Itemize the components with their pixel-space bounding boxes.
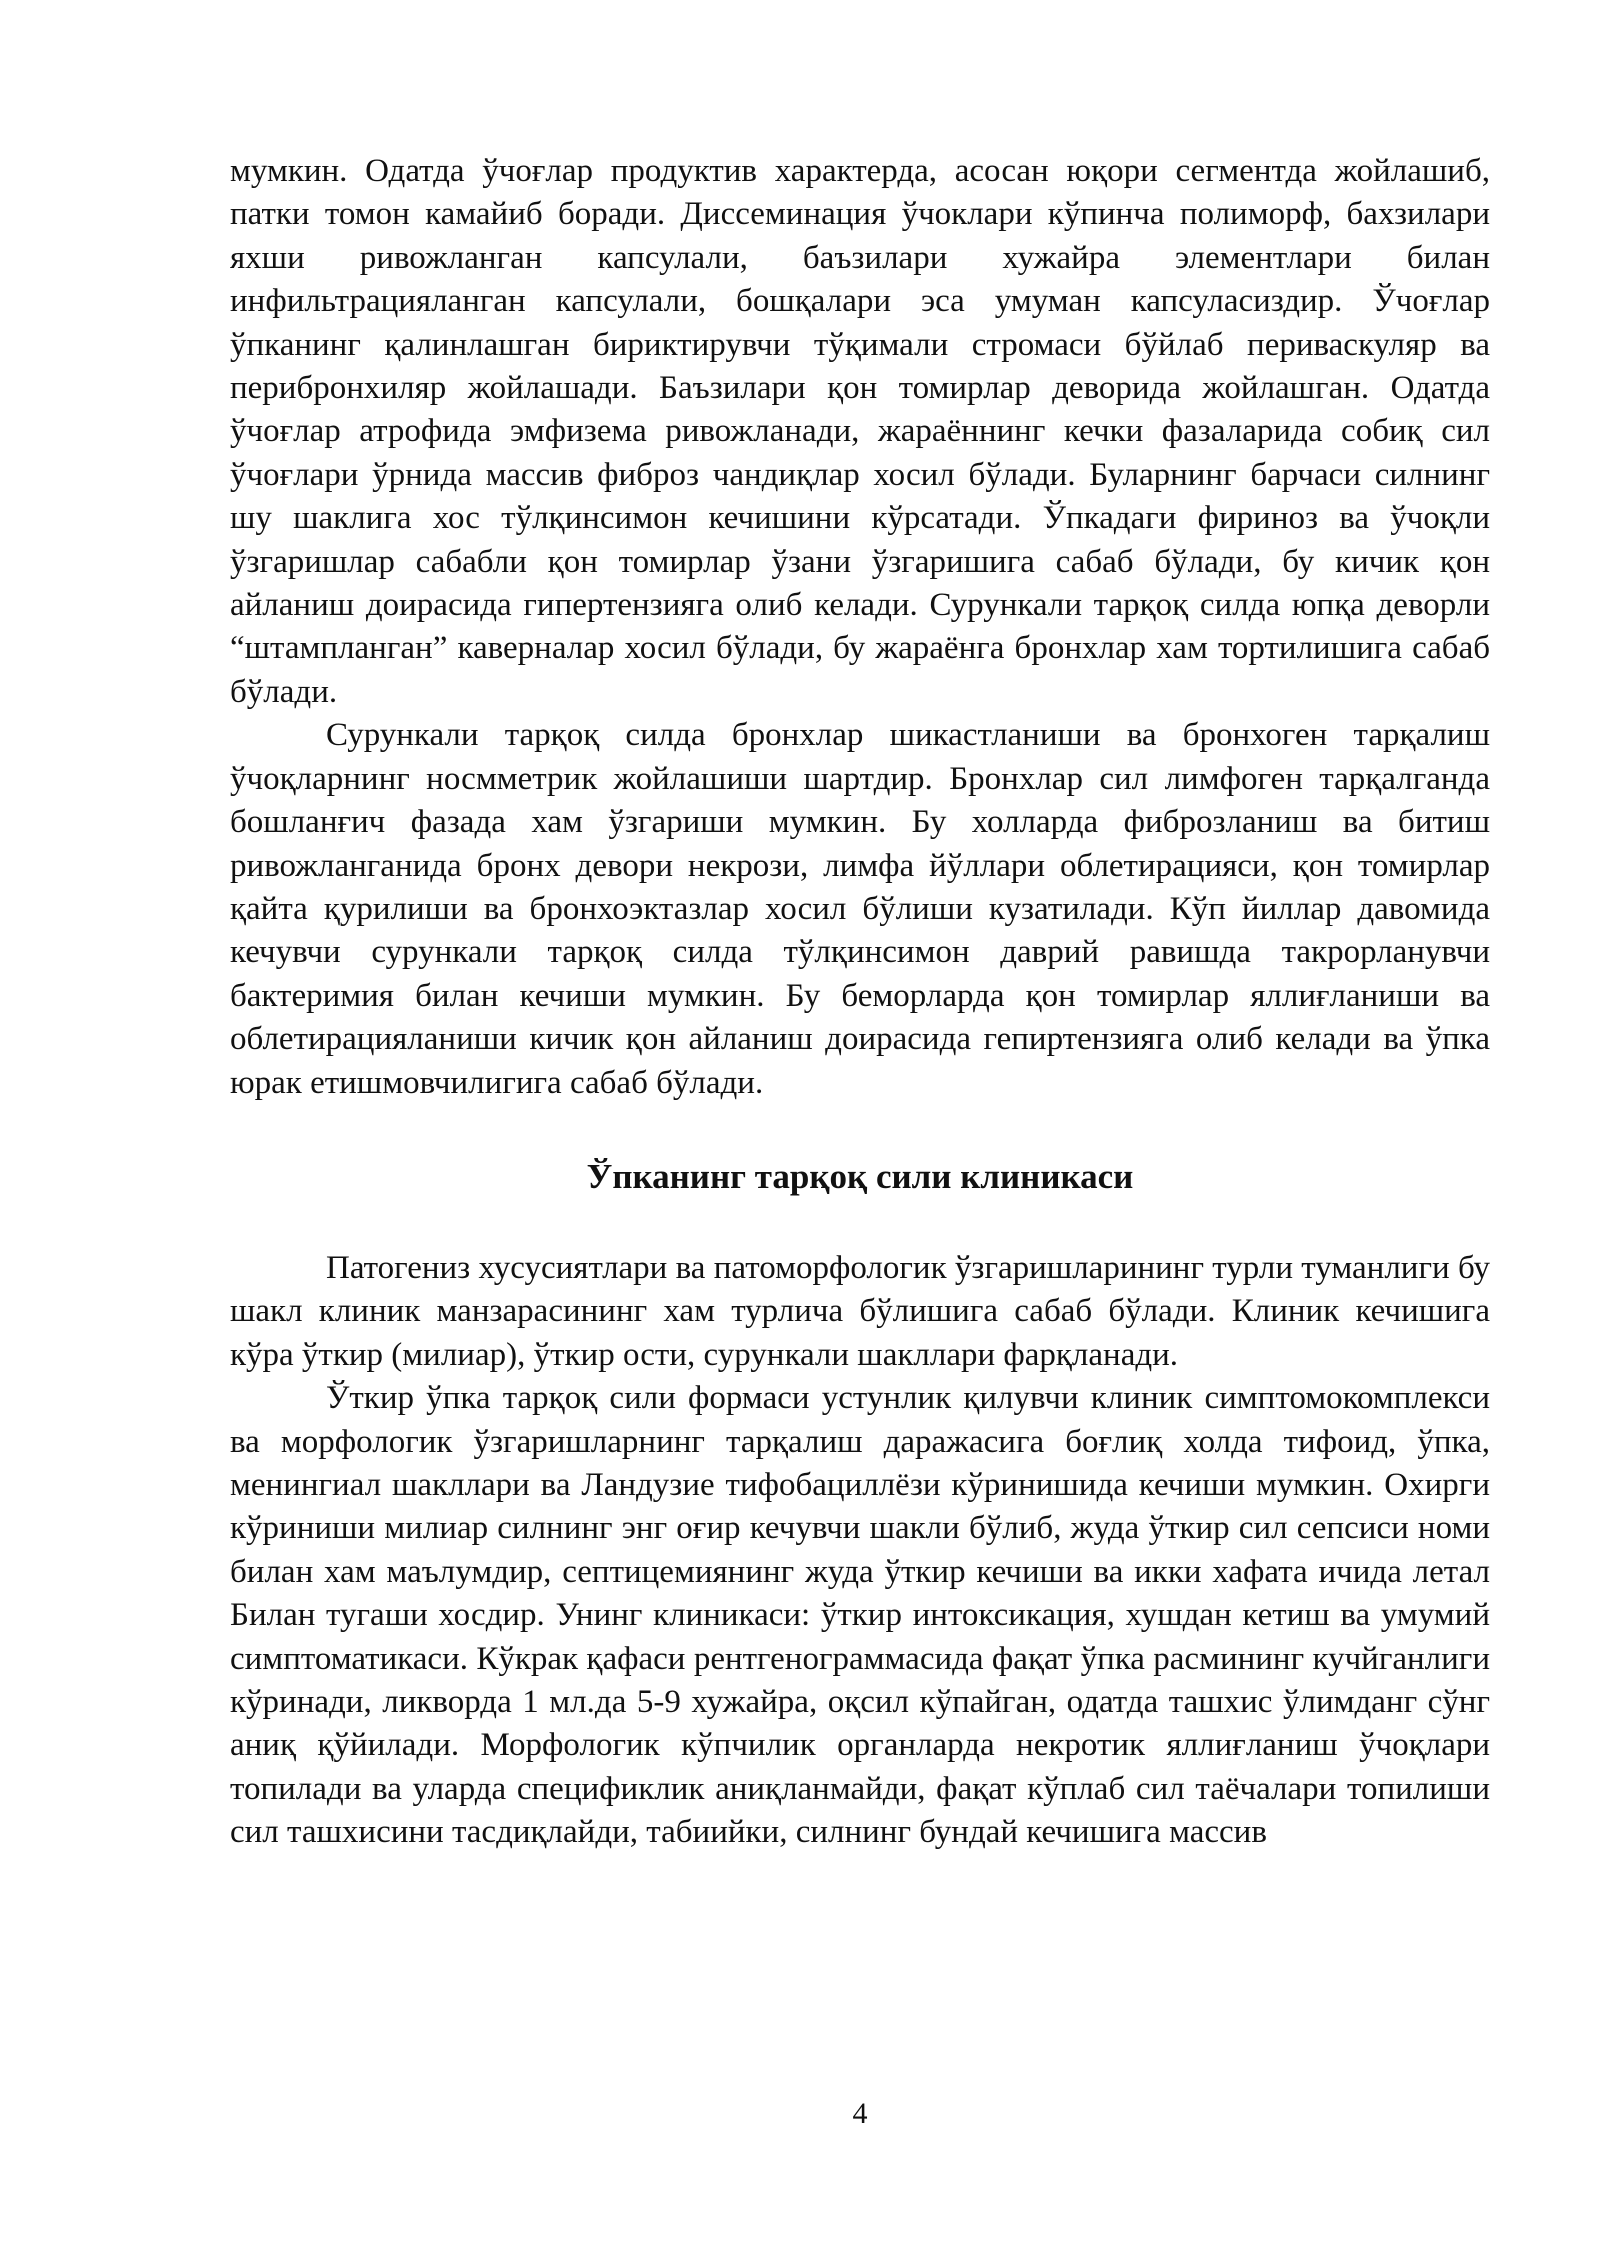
paragraph-chronic-bronchi: Сурункали тарқоқ силда бронхлар шикастланиши ва бронхоген тарқалиш ўчоқларнинг носмметрик жойлашиши шартдир. Бронхлар сил лимфоген тарқалганда бошланғич фазада хам ўзгариши мумкин. Бу холларда фиброзланиш ва битиш ривожланганида бронх девори некрози, лимфа йўллари облетирацияси, қон томирлар қайта қурилиши ва бронхоэктазлар хосил бўлиши кузатилади. Кўп йиллар давомида кечувчи сурункали тарқоқ силда тўлқинсимон даврий равишда такрорланувчи бактеримия билан кечиши мумкин. Бу беморларда қон томирлар яллиғланиши ва облетирацияланиши кичик қон айланиш доирасида гепиртензияга олиб келади ва ўпка юрак етишмовчилигига сабаб бўлади. — [230, 717, 1490, 1101]
paragraph-acute-form: Ўткир ўпка тарқоқ сили формаси устунлик қилувчи клиник симптомокомплекси ва морфологик ўзгаришларнинг тарқалиш даражасига боғлиқ холда тифоид, ўпка, менингиал шакллари ва Ландузие тифобациллёзи кўринишида кечиши мумкин. Охирги кўриниши милиар силнинг энг оғир кечувчи шакли бўлиб, жуда ўткир сил сепсиси номи билан хам маълумдир, септицемиянинг жуда ўткир кечиши ва икки хафата ичида летал Билан тугаши хосдир. Унинг клиникаси: ўткир интоксикация, хушдан кетиш ва умумий симптоматикаси. Кўкрак қафаси рентгенограммасида фақат ўпка расмининг кучйганлиги кўринади, ликворда 1 мл.да 5-9 хужайра, оқсил кўпайган, одатда ташхис ўлимданг сўнг аниқ қўйилади. Морфологик кўпчилик органларда некротик яллиғланиш ўчоқлари топилади ва уларда спецификлик аниқланмайди, фақат кўплаб сил таёчалари топилиши сил ташхисини тасдиқлайди, табиийки, силнинг бундай кечишига массив — [230, 1380, 1490, 1851]
page-number: 4 — [852, 2097, 868, 2130]
paragraph-pathogenesis: Патогениз хусусиятлари ва патоморфологик ўзгаришларининг турли туманлиги бу шакл клиник манзарасининг хам турлича бўлишига сабаб бўлади. Клиник кечишига кўра ўткир (милиар), ўткир ости, сурункали шакллари фарқланади. — [230, 1249, 1490, 1373]
paragraph-continued: мумкин. Одатда ўчоғлар продуктив характерда, асосан юқори сегментда жойлашиб, патки томон камайиб боради. Диссеминация ўчоклари кўпинча полиморф, бахзилари яхши ривожланган капсулали, баъзилари хужайра элементлари билан инфильтрацияланган капсулали, бошқалари эса умуман капсуласиздир. Ўчоғлар ўпканинг қалинлашган бириктирувчи тўқимали стромаси бўйлаб периваскуляр ва перибронхиляр жойлашади. Баъзилари қон томирлар деворида жойлашган. Одатда ўчоғлар атрофида эмфизема ривожланади, жараённинг кечки фазаларида собиқ сил ўчоғлари ўрнида массив фиброз чандиқлар хосил бўлади. Буларнинг барчаси силнинг шу шаклига хос тўлқинсимон кечишини кўрсатади. Ўпкадаги фириноз ва ўчоқли ўзгаришлар сабабли қон томирлар ўзани ўзгаришига сабаб бўлади, бу кичик қон айланиш доирасида гипертензияга олиб келади. Сурункали тарқоқ силда юпқа деворли “штампланган” каверналар хосил бўлади, бу жараёнга бронхлар хам тортилишига сабаб бўлади. — [230, 153, 1490, 710]
section-heading: Ўпканинг тарқоқ сили клиникаси — [586, 1156, 1134, 1196]
page-body — [230, 150, 1490, 1855]
